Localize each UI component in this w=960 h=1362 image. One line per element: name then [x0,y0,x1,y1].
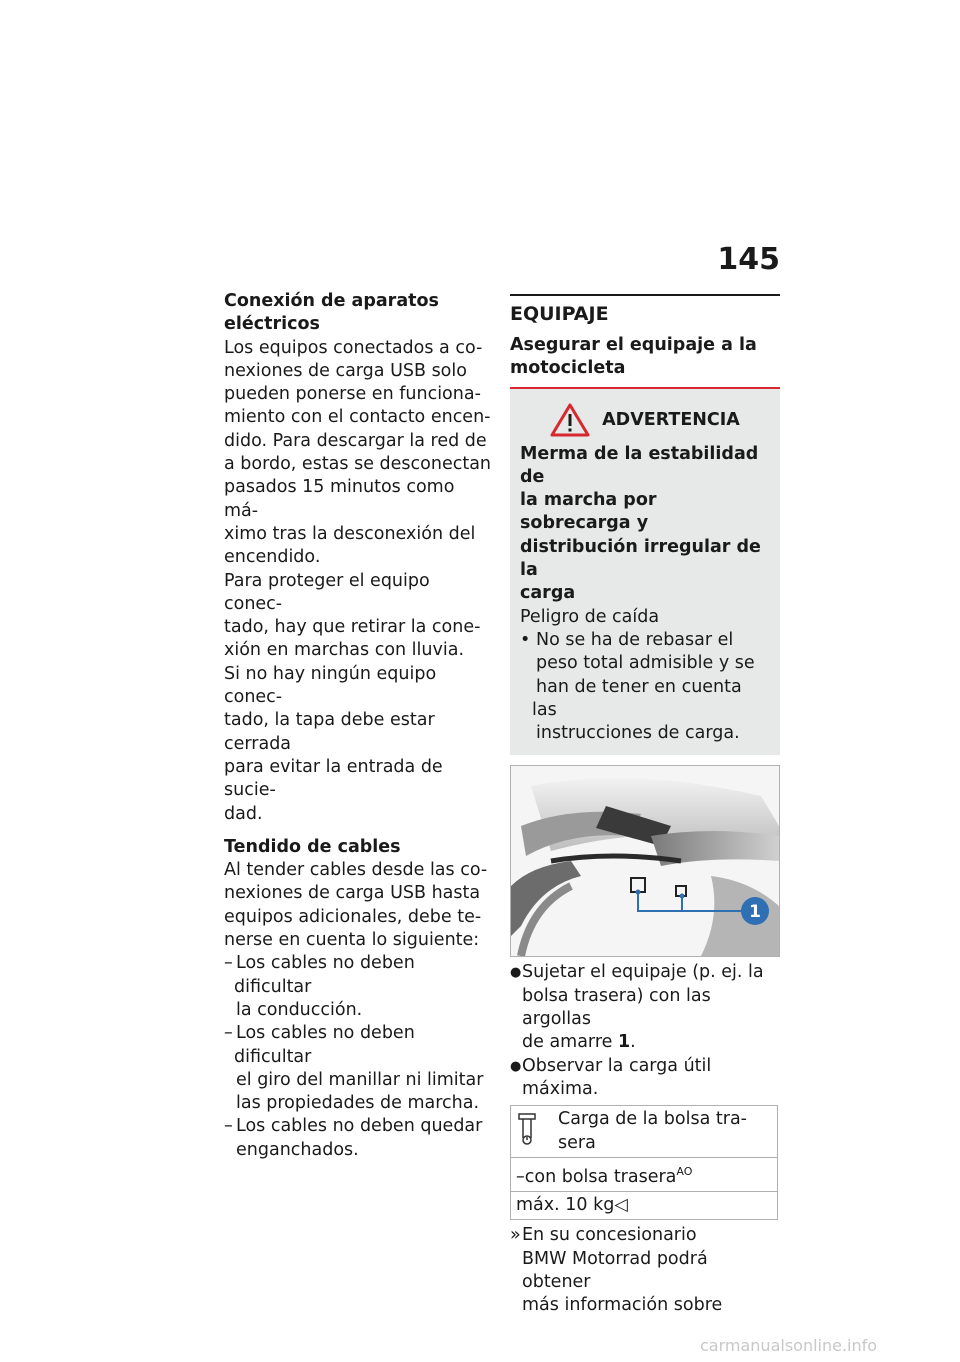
text-line: las propiedades de marcha. [236,1093,480,1114]
list-item [224,1115,492,1162]
load-spec-table [510,1105,778,1220]
text-line: a bordo, estas se desconectan [224,454,492,475]
text-end: . [630,1032,636,1053]
section-title: EQUIPAJE [510,294,780,326]
dash-marker: – [224,1116,233,1137]
text-line: enganchados. [236,1139,359,1160]
table-row [511,1191,778,1219]
bullet-marker: • [520,629,531,650]
spec-condition-cell [511,1157,778,1191]
text-line: Los equipos conectados a co- [224,337,483,358]
text-line: la marcha por sobrecarga y [520,490,657,534]
text-line: nexiones de carga USB solo [224,360,467,381]
paragraph-protect [224,570,492,663]
max-load-value: máx. 10 kg [516,1194,615,1215]
text-line: Al tender cables desde las co- [224,860,488,881]
list-item [224,1022,492,1115]
text-line: Los cables no deben quedar [236,1116,483,1137]
paragraph-usb [224,337,492,570]
list-item [510,961,780,1054]
text-line: instrucciones de carga. [536,723,740,744]
text-line: No se ha de rebasar el [536,629,734,650]
heading-line: motocicleta [510,358,626,379]
warning-bullet [520,629,770,745]
callout-reference: 1 [617,1032,631,1053]
right-column [510,294,780,1317]
end-marker: ◁ [614,1194,628,1215]
heading-cable-routing: Tendido de cables [224,836,401,857]
text-line: En su concesionario [522,1225,697,1246]
heading-line: Asegurar el equipaje a la [510,335,757,355]
text-line: nexiones de carga USB hasta [224,883,481,904]
text-line: encendido. [224,547,321,568]
warning-hazard: Peligro de caída [520,606,660,627]
table-row [511,1106,778,1158]
arrow-marker: » [510,1225,521,1246]
bullet-marker: ● [510,1058,522,1074]
text-line: carga [520,583,576,604]
text-line: Merma de la estabilidad de [520,443,759,487]
text-line: de amarre [522,1032,618,1053]
warning-header [520,403,770,437]
luggage-rack-illustration [511,766,779,956]
paragraph-cover [224,663,492,826]
list-item [510,1055,780,1102]
warning-heading [520,443,770,606]
text-line: Carga de la bolsa tra- [558,1109,747,1130]
dash-marker: – [224,953,233,974]
text-line: sera [558,1132,596,1153]
bullet-marker: ● [510,965,522,981]
text-line: bolsa trasera) con las argollas [522,985,711,1030]
text-line: la conducción. [236,999,363,1020]
text-line: Los cables no deben dificultar [234,1023,415,1067]
text-line: peso total admisible y se [536,653,755,674]
text-line: tado, hay que retirar la cone- [224,617,481,638]
text-line: miento con el contacto encen- [224,407,491,428]
spec-header-cell [511,1106,778,1158]
dash-marker: – [224,1023,233,1044]
table-row [511,1157,778,1191]
text-line: para evitar la entrada de sucie- [224,756,443,801]
heading-line: Conexión de aparatos [224,291,439,311]
subtitle-secure-luggage [510,334,780,389]
text-line: nerse en cuenta lo siguiente: [224,930,480,951]
text-line: dido. Para descargar la red de [224,430,487,451]
option-code: AO [676,1164,693,1178]
warning-box [510,389,780,756]
text-line: tado, la tapa debe estar cerrada [224,710,435,754]
text-line: dad. [224,803,263,824]
text-line: Para proteger el equipo conec- [224,570,430,614]
paragraph-cables [224,859,492,952]
text-line: Observar la carga útil máxima. [522,1055,712,1099]
text-line: distribución irregular de la [520,536,761,581]
text-line: Sujetar el equipaje (p. ej. la [522,962,764,983]
text-line: ximo tras la desconexión del [224,523,476,544]
text-line: xión en marchas con lluvia. [224,640,465,661]
weight-scale-icon [516,1112,538,1146]
left-column [224,290,492,1162]
heading-line: eléctricos [224,314,320,335]
text-line: más información sobre [522,1295,723,1316]
text-line: han de tener en cuenta las [532,676,742,720]
page-number: 145 [717,242,780,277]
heading-electrical-devices [224,290,492,337]
spec-value-cell [511,1191,778,1219]
list-item [224,952,492,1022]
text-line: –con bolsa trasera [516,1166,677,1187]
watermark: carmanualsonline.info [700,1336,878,1355]
figure-callout: 1 [749,902,761,923]
text-line: Si no hay ningún equipo conec- [224,663,437,708]
text-line: Los cables no deben dificultar [234,953,415,997]
text-line: equipos adicionales, debe te- [224,906,482,927]
luggage-photo [510,765,780,957]
text-line: pasados 15 minutos como má- [224,477,455,521]
warning-label: ADVERTENCIA [602,409,740,430]
warning-triangle-icon [550,403,590,437]
text-line: pueden ponerse en funciona- [224,384,481,405]
list-item [510,1224,780,1317]
text-line: el giro del manillar ni limitar [236,1069,484,1090]
text-line: BMW Motorrad podrá obtener [522,1248,708,1292]
